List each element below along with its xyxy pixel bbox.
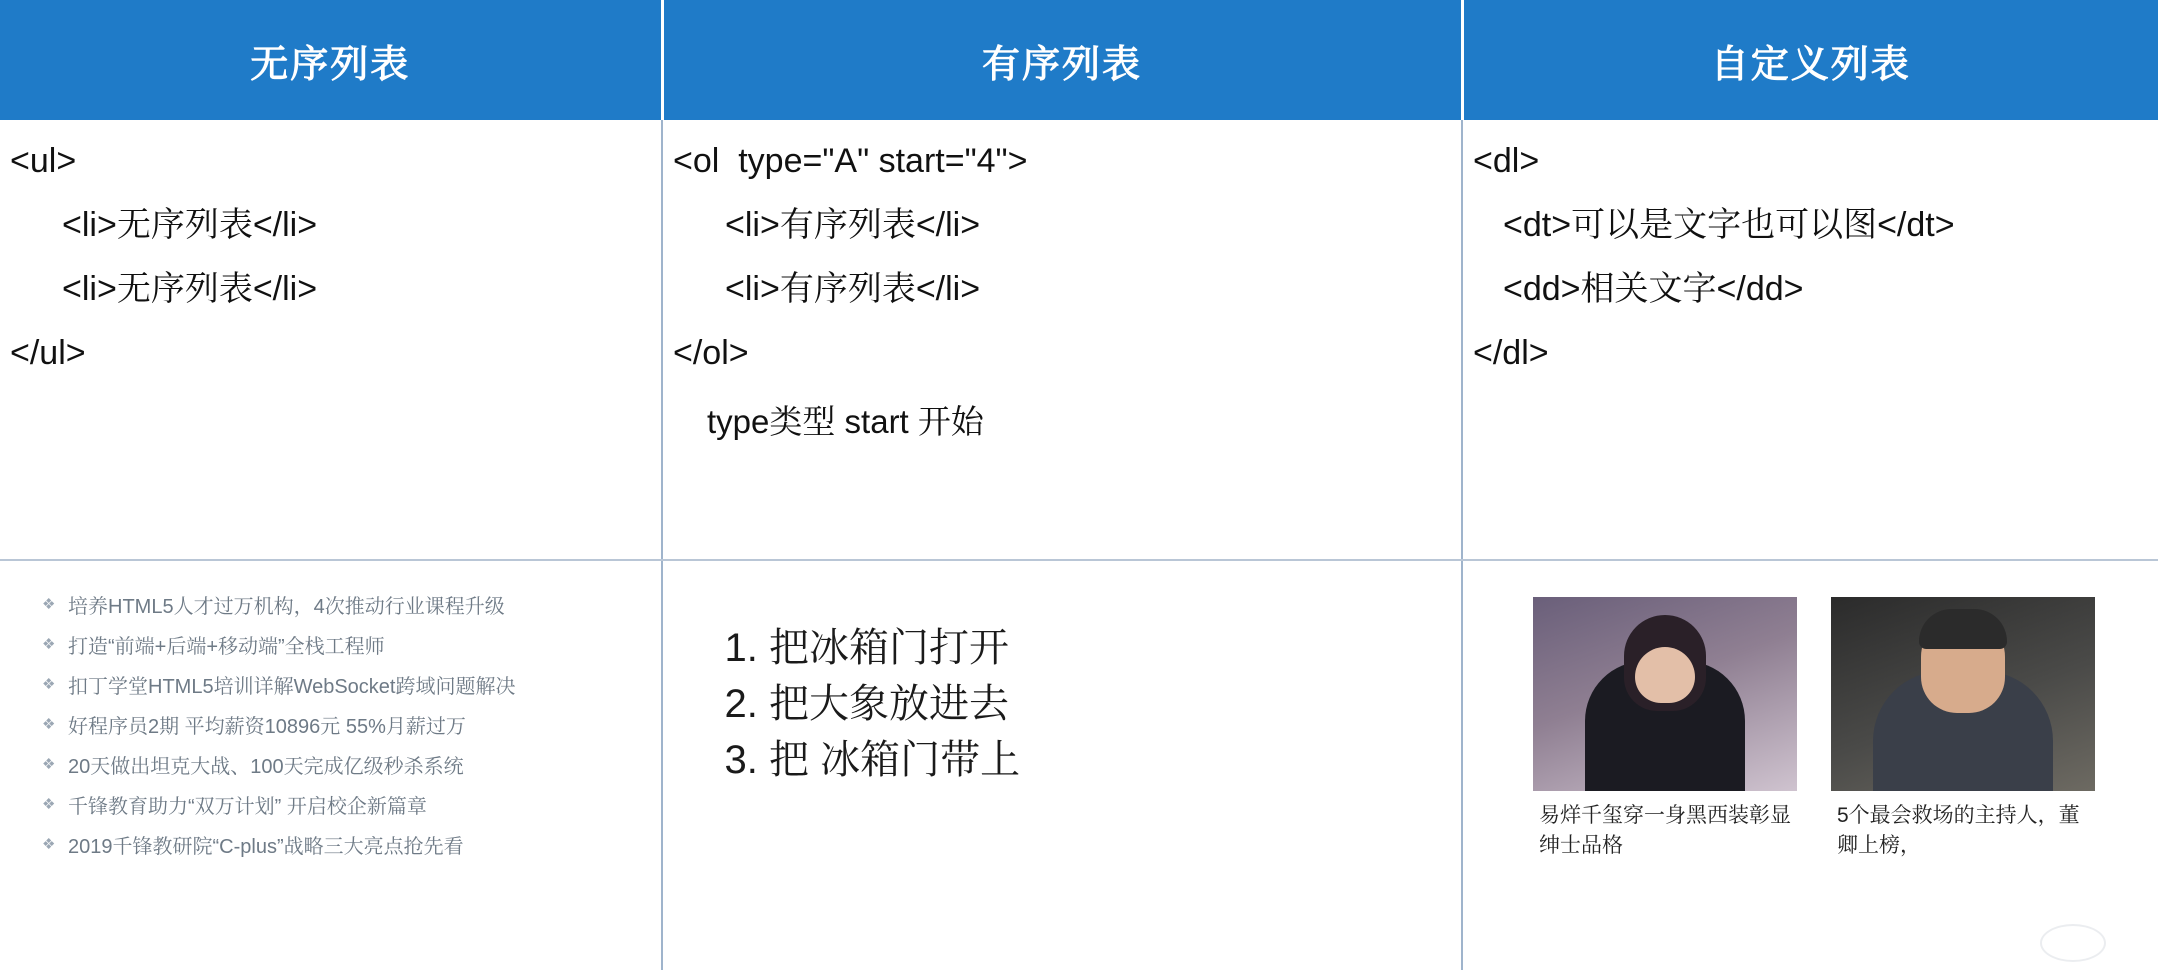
- code-line: <li>有序列表</li>: [725, 270, 981, 308]
- list-item: ❖ 2019千锋教研院“C-plus”战略三大亮点抢先看: [38, 837, 661, 857]
- demo-row: [0, 560, 2158, 970]
- card-caption: 5个最会救场的主持人，董卿上榜，: [1837, 804, 2080, 858]
- demo-cell-definition: [1462, 560, 2158, 970]
- list-item: ❖ 培养HTML5人才过万机构，4次推动行业课程升级: [38, 597, 661, 617]
- list-item: ❖ 千锋教育助力“双万计划” 开启校企新篇章: [38, 797, 661, 817]
- code-cell-definition: [1462, 120, 2158, 560]
- card-caption: 易烊千玺穿一身黑西装彰显绅士品格: [1539, 804, 1791, 858]
- header-unordered-list: 无序列表: [0, 0, 662, 120]
- portrait-photo-icon: [1831, 597, 2095, 791]
- list-item: ❖ 好程序员2期 平均薪资10896元 55%月薪过万: [38, 717, 661, 737]
- code-row: [0, 120, 2158, 560]
- code-line: <dd>相关文字</dd>: [1503, 270, 1804, 308]
- code-line: <li>无序列表</li>: [62, 270, 318, 308]
- table-header-row: [0, 0, 2158, 120]
- list-item: 3. 把 冰箱门带上: [769, 733, 1461, 787]
- code-line: </ol>: [673, 334, 749, 372]
- code-line: <li>无序列表</li>: [62, 206, 318, 244]
- code-line: <ol type="A" start="4">: [673, 142, 1028, 180]
- ordered-attributes-note: type类型 start 开始: [707, 403, 984, 440]
- code-line: <li>有序列表</li>: [725, 206, 981, 244]
- list-item: 2. 把大象放进去: [769, 677, 1461, 731]
- code-line: </ul>: [10, 334, 86, 372]
- code-line: <dt>可以是文字也可以图</dt>: [1503, 206, 1955, 244]
- code-line: </dl>: [1473, 334, 1549, 372]
- list-item: ❖ 扣丁学堂HTML5培训详解WebSocket跨域问题解决: [38, 677, 661, 697]
- list-item[interactable]: [1533, 597, 1797, 862]
- demo-cell-ordered: [662, 560, 1462, 970]
- list-item: ❖ 打造“前端+后端+移动端”全栈工程师: [38, 637, 661, 657]
- list-item[interactable]: [1831, 597, 2095, 862]
- portrait-photo-icon: [1533, 597, 1797, 791]
- list-item: 1. 把冰箱门打开: [769, 621, 1461, 675]
- ordered-list-demo: [663, 561, 1461, 787]
- demo-cell-unordered: [0, 560, 662, 970]
- code-line: <ul>: [10, 142, 77, 180]
- unordered-list-demo: [0, 561, 661, 857]
- watermark-icon: [2040, 924, 2106, 962]
- definition-list-demo: [1463, 561, 2158, 862]
- header-definition-list: 自定义列表: [1462, 0, 2158, 120]
- header-ordered-list: 有序列表: [662, 0, 1462, 120]
- code-cell-ordered: [662, 120, 1462, 560]
- code-line: <dl>: [1473, 142, 1540, 180]
- code-cell-unordered: [0, 120, 662, 560]
- list-item: ❖ 20天做出坦克大战、100天完成亿级秒杀系统: [38, 757, 661, 777]
